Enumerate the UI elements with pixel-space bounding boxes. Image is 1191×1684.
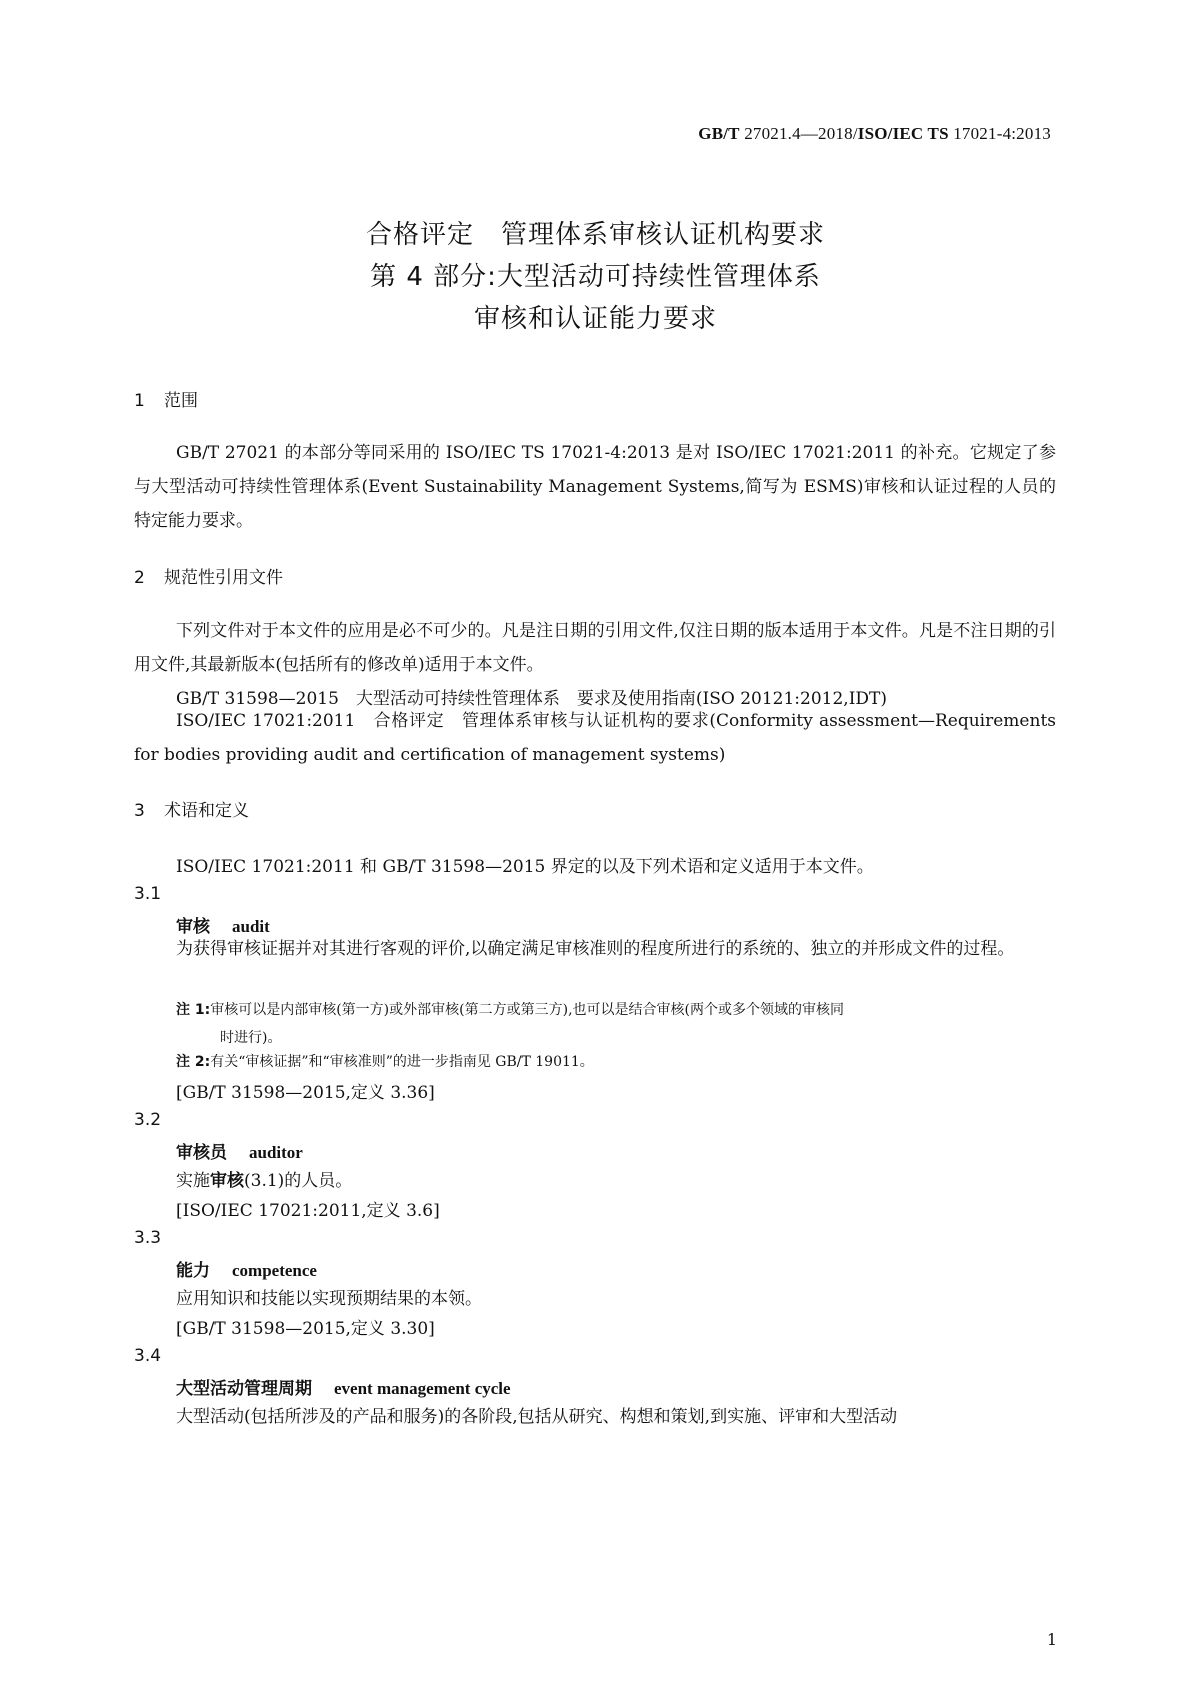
header-iso-code: ISO/IEC TS: [857, 124, 949, 143]
term-source: [ISO/IEC 17021:2011,定义 3.6]: [176, 1201, 440, 1221]
scope-paragraph: GB/T 27021 的本部分等同采用的 ISO/IEC TS 17021-4:2013 是对 ISO/IEC 17021:2011 的补充。它规定了参与大型活动可持续性管理体系(Event Sustainability Management Systems,简写为 ESMS)审核和认证过程的人员的特定能力要求。: [134, 443, 1056, 531]
term-definition: 大型活动(包括所涉及的产品和服务)的各阶段,包括从研究、构想和策划,到实施、评审和大型活动: [176, 1407, 898, 1427]
term-definition: 实施审核(3.1)的人员。: [176, 1171, 353, 1191]
term-note-1: 注 1:审核可以是内部审核(第一方)或外部审核(第二方或第三方),也可以是结合审核(两个或多个领域的审核同 时进行)。: [176, 1002, 844, 1046]
term-definition: 为获得审核证据并对其进行客观的评价,以确定满足审核准则的程度所进行的系统的、独立的并形成文件的过程。: [176, 939, 1015, 959]
clause-number: 3.1: [134, 884, 162, 904]
page-number: 1: [1046, 1630, 1057, 1649]
term-definition: 应用知识和技能以实现预期结果的本领。: [176, 1289, 482, 1309]
title-line-3: 审核和认证能力要求: [473, 304, 717, 334]
term-heading: 能力 competence: [176, 1261, 317, 1281]
header-iso-num: 17021-4:2013: [953, 124, 1051, 143]
normref-intro-paragraph: 下列文件对于本文件的应用是必不可少的。凡是注日期的引用文件,仅注日期的版本适用于本文件。凡是不注日期的引用文件,其最新版本(包括所有的修改单)适用于本文件。: [134, 621, 1056, 675]
clause-number: 3.3: [134, 1228, 162, 1248]
section-heading-terms: 3 术语和定义: [134, 801, 249, 821]
normref-item-1: GB/T 31598—2015 大型活动可持续性管理体系 要求及使用指南(ISO 20121:2012,IDT): [176, 689, 888, 709]
term-note-2: 注 2:有关“审核证据”和“审核准则”的进一步指南见 GB/T 19011。: [176, 1054, 594, 1070]
normref-item-2: ISO/IEC 17021:2011 合格评定 管理体系审核与认证机构的要求(Conformity assessment—Requirements for bodies providing audit and certification of management systems): [134, 711, 1056, 765]
clause-number: 3.2: [134, 1110, 162, 1130]
header-gb-code: GB/T: [698, 124, 740, 143]
title-line-2: 第 4 部分:大型活动可持续性管理体系: [370, 262, 821, 292]
terms-intro: ISO/IEC 17021:2011 和 GB/T 31598—2015 界定的以及下列术语和定义适用于本文件。: [176, 857, 874, 877]
header-gb-num: 27021.4—2018/: [744, 124, 858, 143]
section-heading-normative-references: 2 规范性引用文件: [134, 568, 283, 588]
section-heading-scope: 1 范围: [134, 391, 198, 411]
term-source: [GB/T 31598—2015,定义 3.36]: [176, 1083, 435, 1103]
term-heading: 大型活动管理周期 event management cycle: [176, 1379, 511, 1399]
term-source: [GB/T 31598—2015,定义 3.30]: [176, 1319, 435, 1339]
clause-number: 3.4: [134, 1346, 162, 1366]
standard-number-header: [698, 124, 1051, 144]
title-line-1: 合格评定 管理体系审核认证机构要求: [365, 220, 825, 250]
term-heading: 审核 audit: [176, 917, 270, 937]
term-heading: 审核员 auditor: [176, 1143, 303, 1163]
